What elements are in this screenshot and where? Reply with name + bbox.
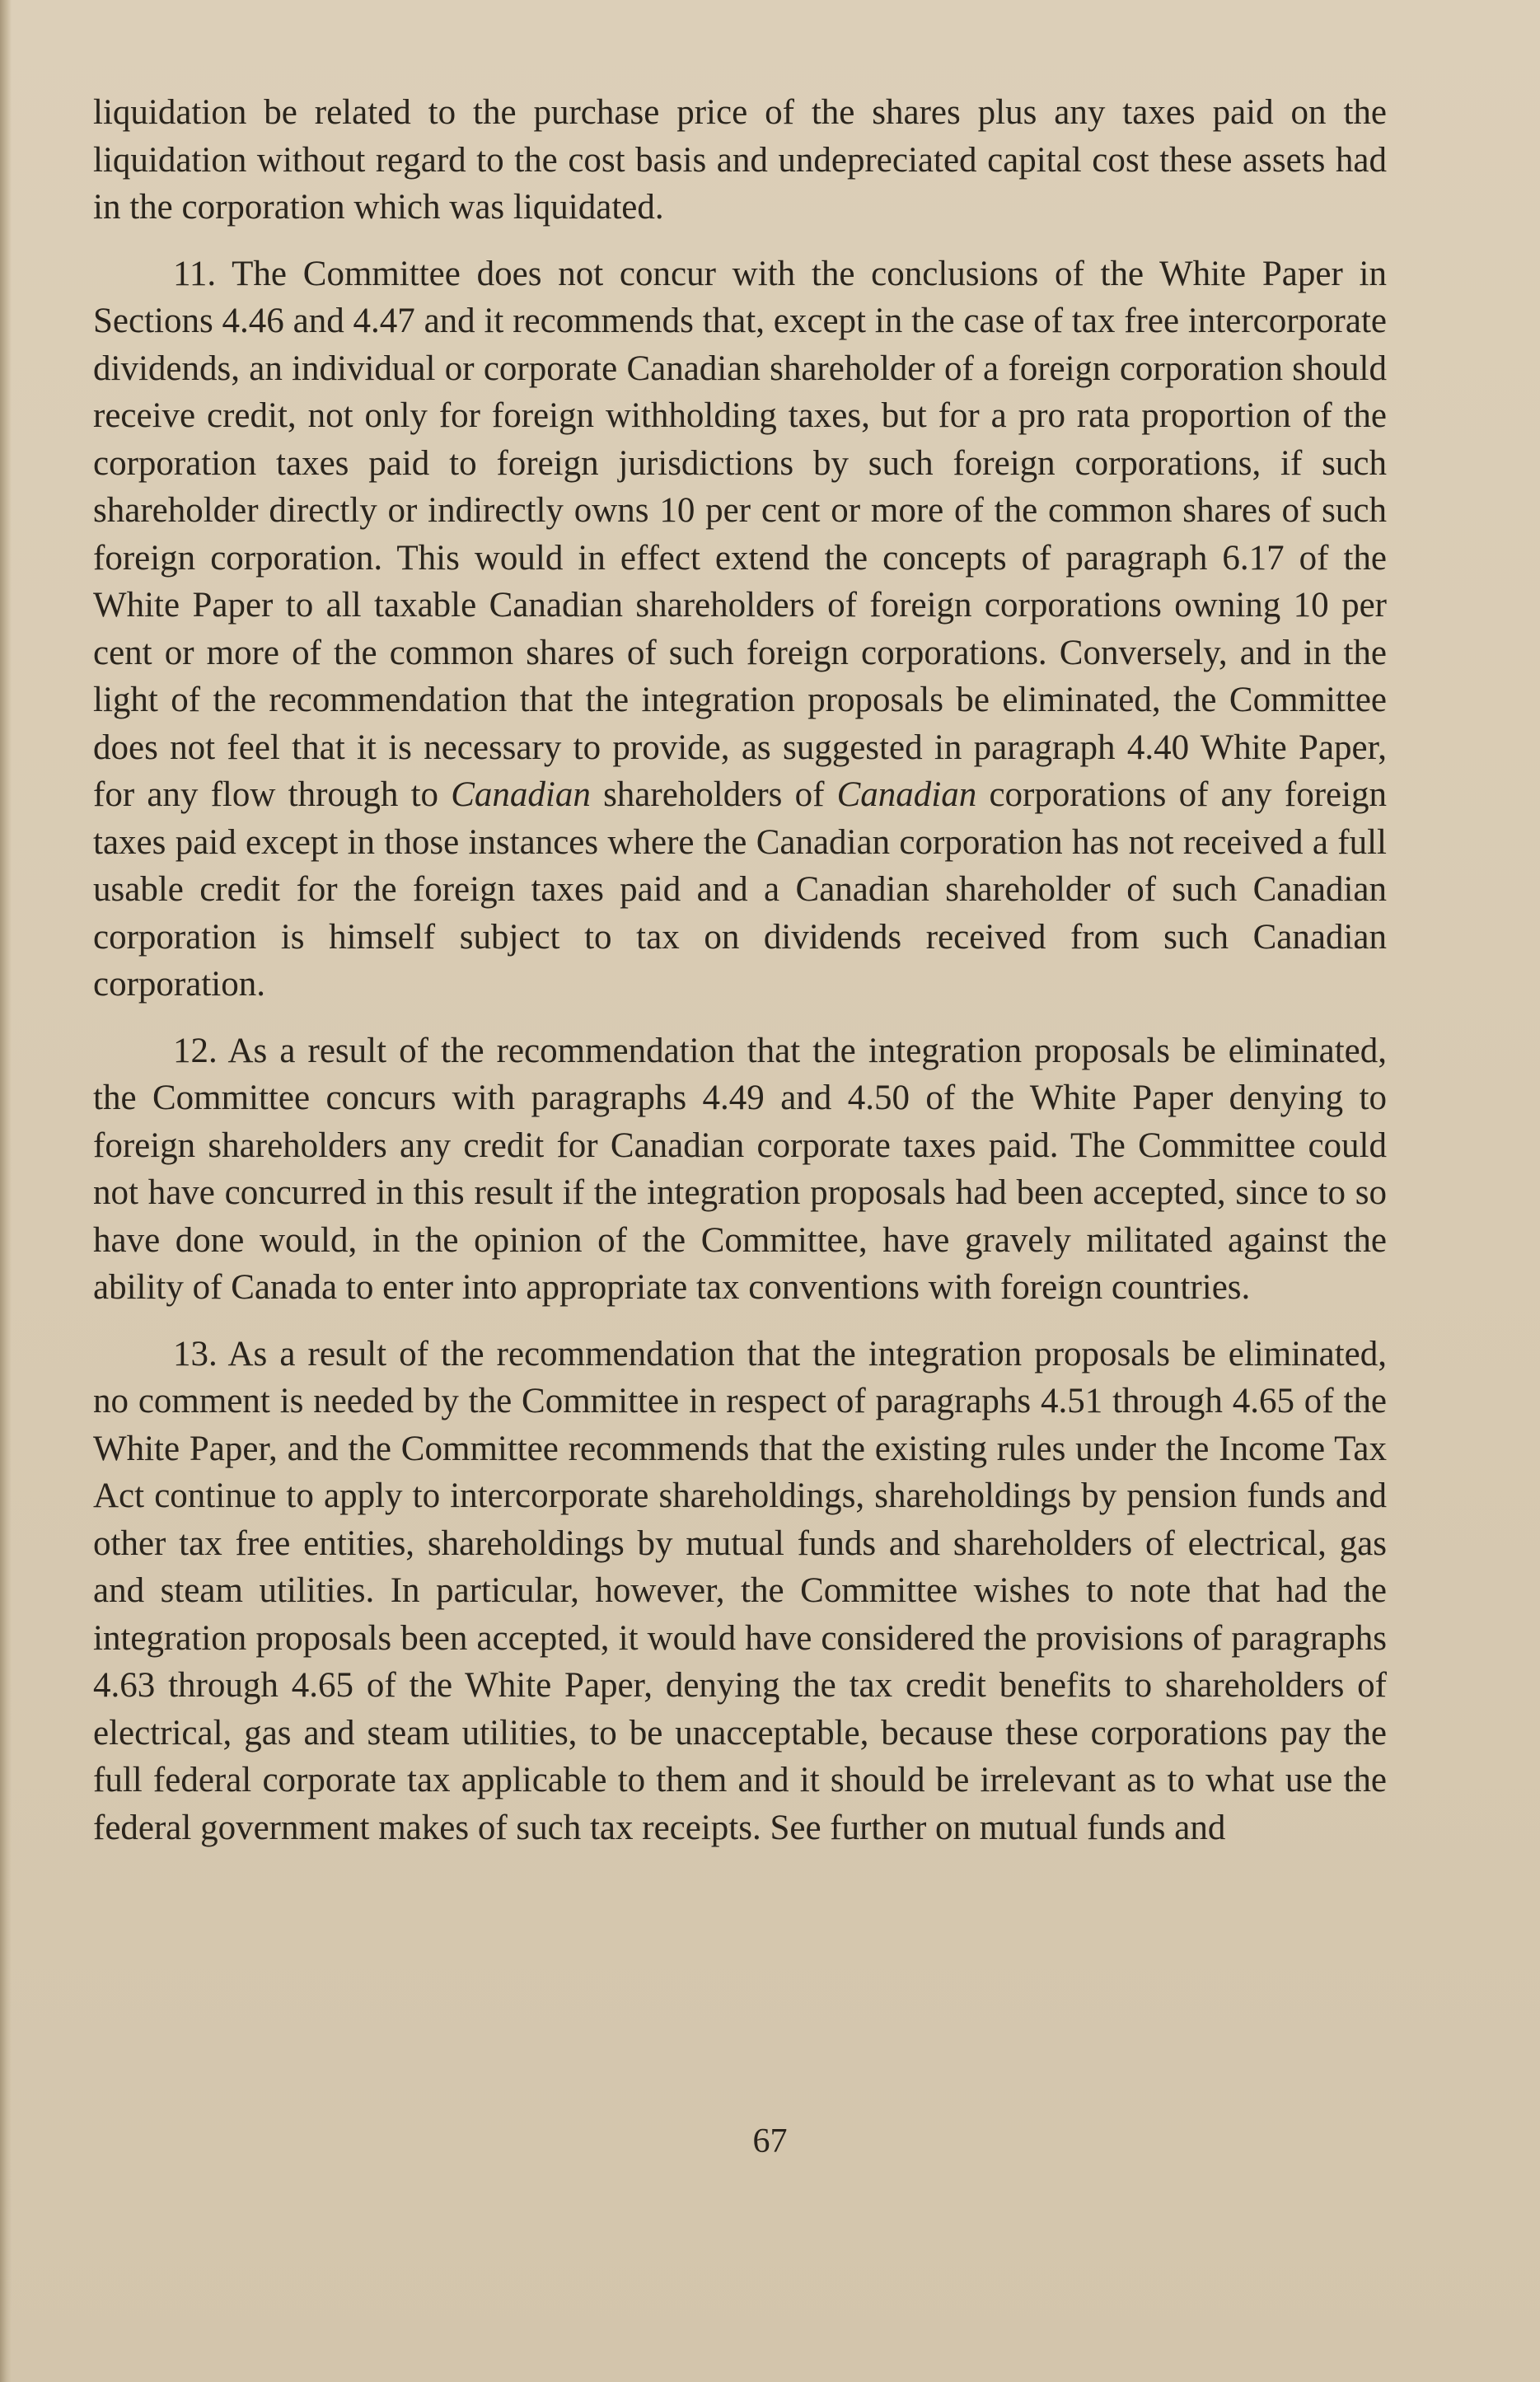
paragraph-12 <box>93 1027 1387 1312</box>
paragraph-12-text: As a result of the recommendation that the integration proposals be eliminated, the Committee concurs with paragraphs 4.49 and 4.50 of the White Paper denying to foreign shareholders any credit for Canadian corporate taxes paid. The Committee could not have concurred in this result if the integration proposals had been accepted, since to so have done would, in the opinion of the Committee, have gravely militated against the ability of Canada to enter into appropriate tax conventions with foreign countries. <box>93 1031 1387 1307</box>
paragraph-number: 12. <box>173 1031 218 1070</box>
page-number: 67 <box>752 2122 788 2160</box>
paragraph-13 <box>93 1331 1387 1852</box>
paragraph-11-text-part-2: shareholders of <box>603 775 825 814</box>
paragraph-number: 13. <box>173 1334 218 1374</box>
page-left-edge-shadow <box>0 0 12 2382</box>
body-text <box>93 89 1387 1851</box>
paragraph-11-italic-1: Canadian <box>451 775 591 814</box>
paragraph-continuation-text: liquidation be related to the purchase price of the shares plus any taxes paid on the liquidation without regard to the cost basis and undepreciated capital cost these assets had in the corporation which was liquidated. <box>93 93 1387 227</box>
paragraph-11-italic-2: Canadian <box>836 775 977 814</box>
paragraph-number: 11. <box>173 254 217 293</box>
paragraph-continuation <box>93 89 1387 232</box>
paragraph-13-text: As a result of the recommendation that the integration proposals be eliminated, no comment is needed by the Committee in respect of paragraphs 4.51 through 4.65 of the White Paper, and the Committee recommends that the existing rules under the Income Tax Act continue to apply to intercorporate shareholdings, shareholdings by pension funds and other tax free entities, shareholdings by mutual funds and shareholders of electrical, gas and steam utilities. In particular, however, the Committee wishes to note that had the integration proposals been accepted, it would have considered the provisions of paragraphs 4.63 through 4.65 of the White Paper, denying the tax credit benefits to shareholders of electrical, gas and steam utilities, to be unacceptable, because these corporations pay the full federal corporate tax applicable to them and it should be irrelevant as to what use the federal government makes of such tax receipts. See further on mutual funds and <box>93 1334 1387 1847</box>
paragraph-11 <box>93 250 1387 1008</box>
paragraph-11-text-part-3: corporations of any foreign taxes paid except in those instances where the Canadian corporation has not received a full usable credit for the foreign taxes paid and a Canadian shareholder of such Canadian corporation is himself subject to tax on dividends received from such Canadian corporation. <box>93 775 1388 1004</box>
paragraph-11-text-part-1: The Committee does not concur with the conclusions of the White Paper in Sections 4.46 and 4.47 and it recommends that, except in the case of tax free intercorporate dividends, an individual or corporate Canadian shareholder of a foreign corporation should receive credit, not only for foreign withholding taxes, but for a pro rata proportion of the corporation taxes paid to foreign jurisdictions by such foreign corporations, if such shareholder directly or indirectly owns 10 per cent or more of the common shares of such foreign corporation. This would in effect extend the concepts of paragraph 6.17 of the White Paper to all taxable Canadian shareholders of foreign corporations owning 10 per cent or more of the common shares of such foreign corporations. Conversely, and in the light of the recommendation that the integration proposals be eliminated, the Committee does not feel that it is necessary to provide, as suggested in paragraph 4.40 White Paper, for any flow through to <box>93 254 1387 814</box>
